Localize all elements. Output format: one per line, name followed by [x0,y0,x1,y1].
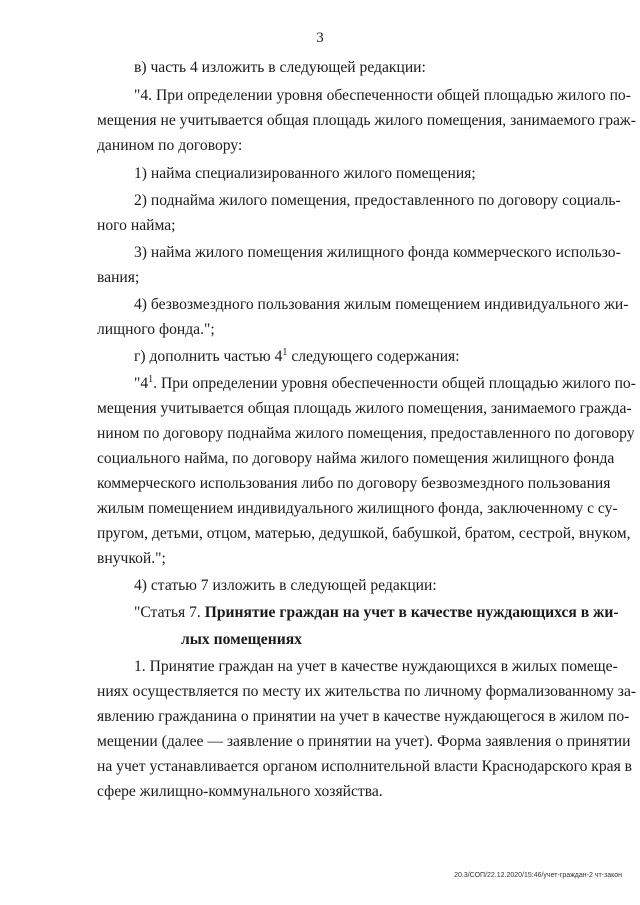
text-fragment: г) дополнить частью 4 [134,348,283,365]
superscript: 1 [148,374,154,385]
text-line: социального найма, по договору найма жилого помещения жилищного фонда [97,450,615,467]
text-line: внучкой."; [97,550,166,567]
text-line: вания; [97,269,140,286]
article-title: Принятие граждан на учет в качестве нуждающихся в жи- [204,604,619,621]
document-footer: 20.3/СОП/22.12.2020/15:46/учет-граждан-2 чт-закон [454,872,622,879]
text-line: данином по договору: [97,137,243,154]
text-line: 4) статью 7 изложить в следующей редакции: [134,577,437,594]
article-number: "Статья 7. [134,604,205,621]
text-line: "4. При определении уровня обеспеченности общей площадью жилого по- [134,87,631,104]
text-line: в) часть 4 изложить в следующей редакции: [134,59,426,76]
page-number: 3 [316,30,324,46]
superscript: 1 [282,347,288,358]
text-line: нином по договору поднайма жилого помещения, предоставленного по договору [97,425,635,442]
article-title-continuation: лых помещениях [181,631,302,648]
text-line: лищного фонда."; [97,321,215,338]
text-line: пругом, детьми, отцом, матерью, дедушкой, бабушкой, братом, сестрой, внуком, [97,525,631,542]
text-line: жилым помещением индивидуального жилищного фонда, заключенному с су- [97,500,618,517]
text-line: ниях осуществляется по месту их жительства по личному формализованному за- [97,683,637,700]
text-fragment: следующего содержания: [287,348,460,365]
text-line: 4) безвозмездного пользования жилым помещением индивидуального жи- [134,296,629,313]
text-line: 1) найма специализированного жилого помещения; [134,165,476,182]
text-line: ного найма; [97,217,176,234]
text-line: мещения не учитывается общая площадь жилого помещения, занимаемого граж- [97,112,636,129]
text-line: коммерческого использования либо по договору безвозмездного пользования [97,475,611,492]
text-fragment: . При определении уровня обеспеченности общей площадью жилого по- [153,375,636,392]
text-line: 2) поднайма жилого помещения, предоставленного по договору социаль- [134,192,621,209]
text-line [134,374,636,394]
text-line: 1. Принятие граждан на учет в качестве нуждающихся в жилых помеще- [134,658,618,675]
article-heading [134,603,619,623]
text-line: явлению гражданина о принятии на учет в качестве нуждающегося в жилом по- [97,708,630,725]
text-line: мещения учитывается общая площадь жилого помещения, занимаемого гражда- [97,400,632,417]
text-line [134,347,460,367]
text-line: мещении (далее — заявление о принятии на учет). Форма заявления о принятии [97,733,631,750]
text-line: 3) найма жилого помещения жилищного фонда коммерческого использо- [134,244,621,261]
text-fragment: "4 [134,375,149,392]
text-line: на учет устанавливается органом исполнительной власти Краснодарского края в [97,758,632,775]
text-line: сфере жилищно-коммунального хозяйства. [97,783,383,800]
